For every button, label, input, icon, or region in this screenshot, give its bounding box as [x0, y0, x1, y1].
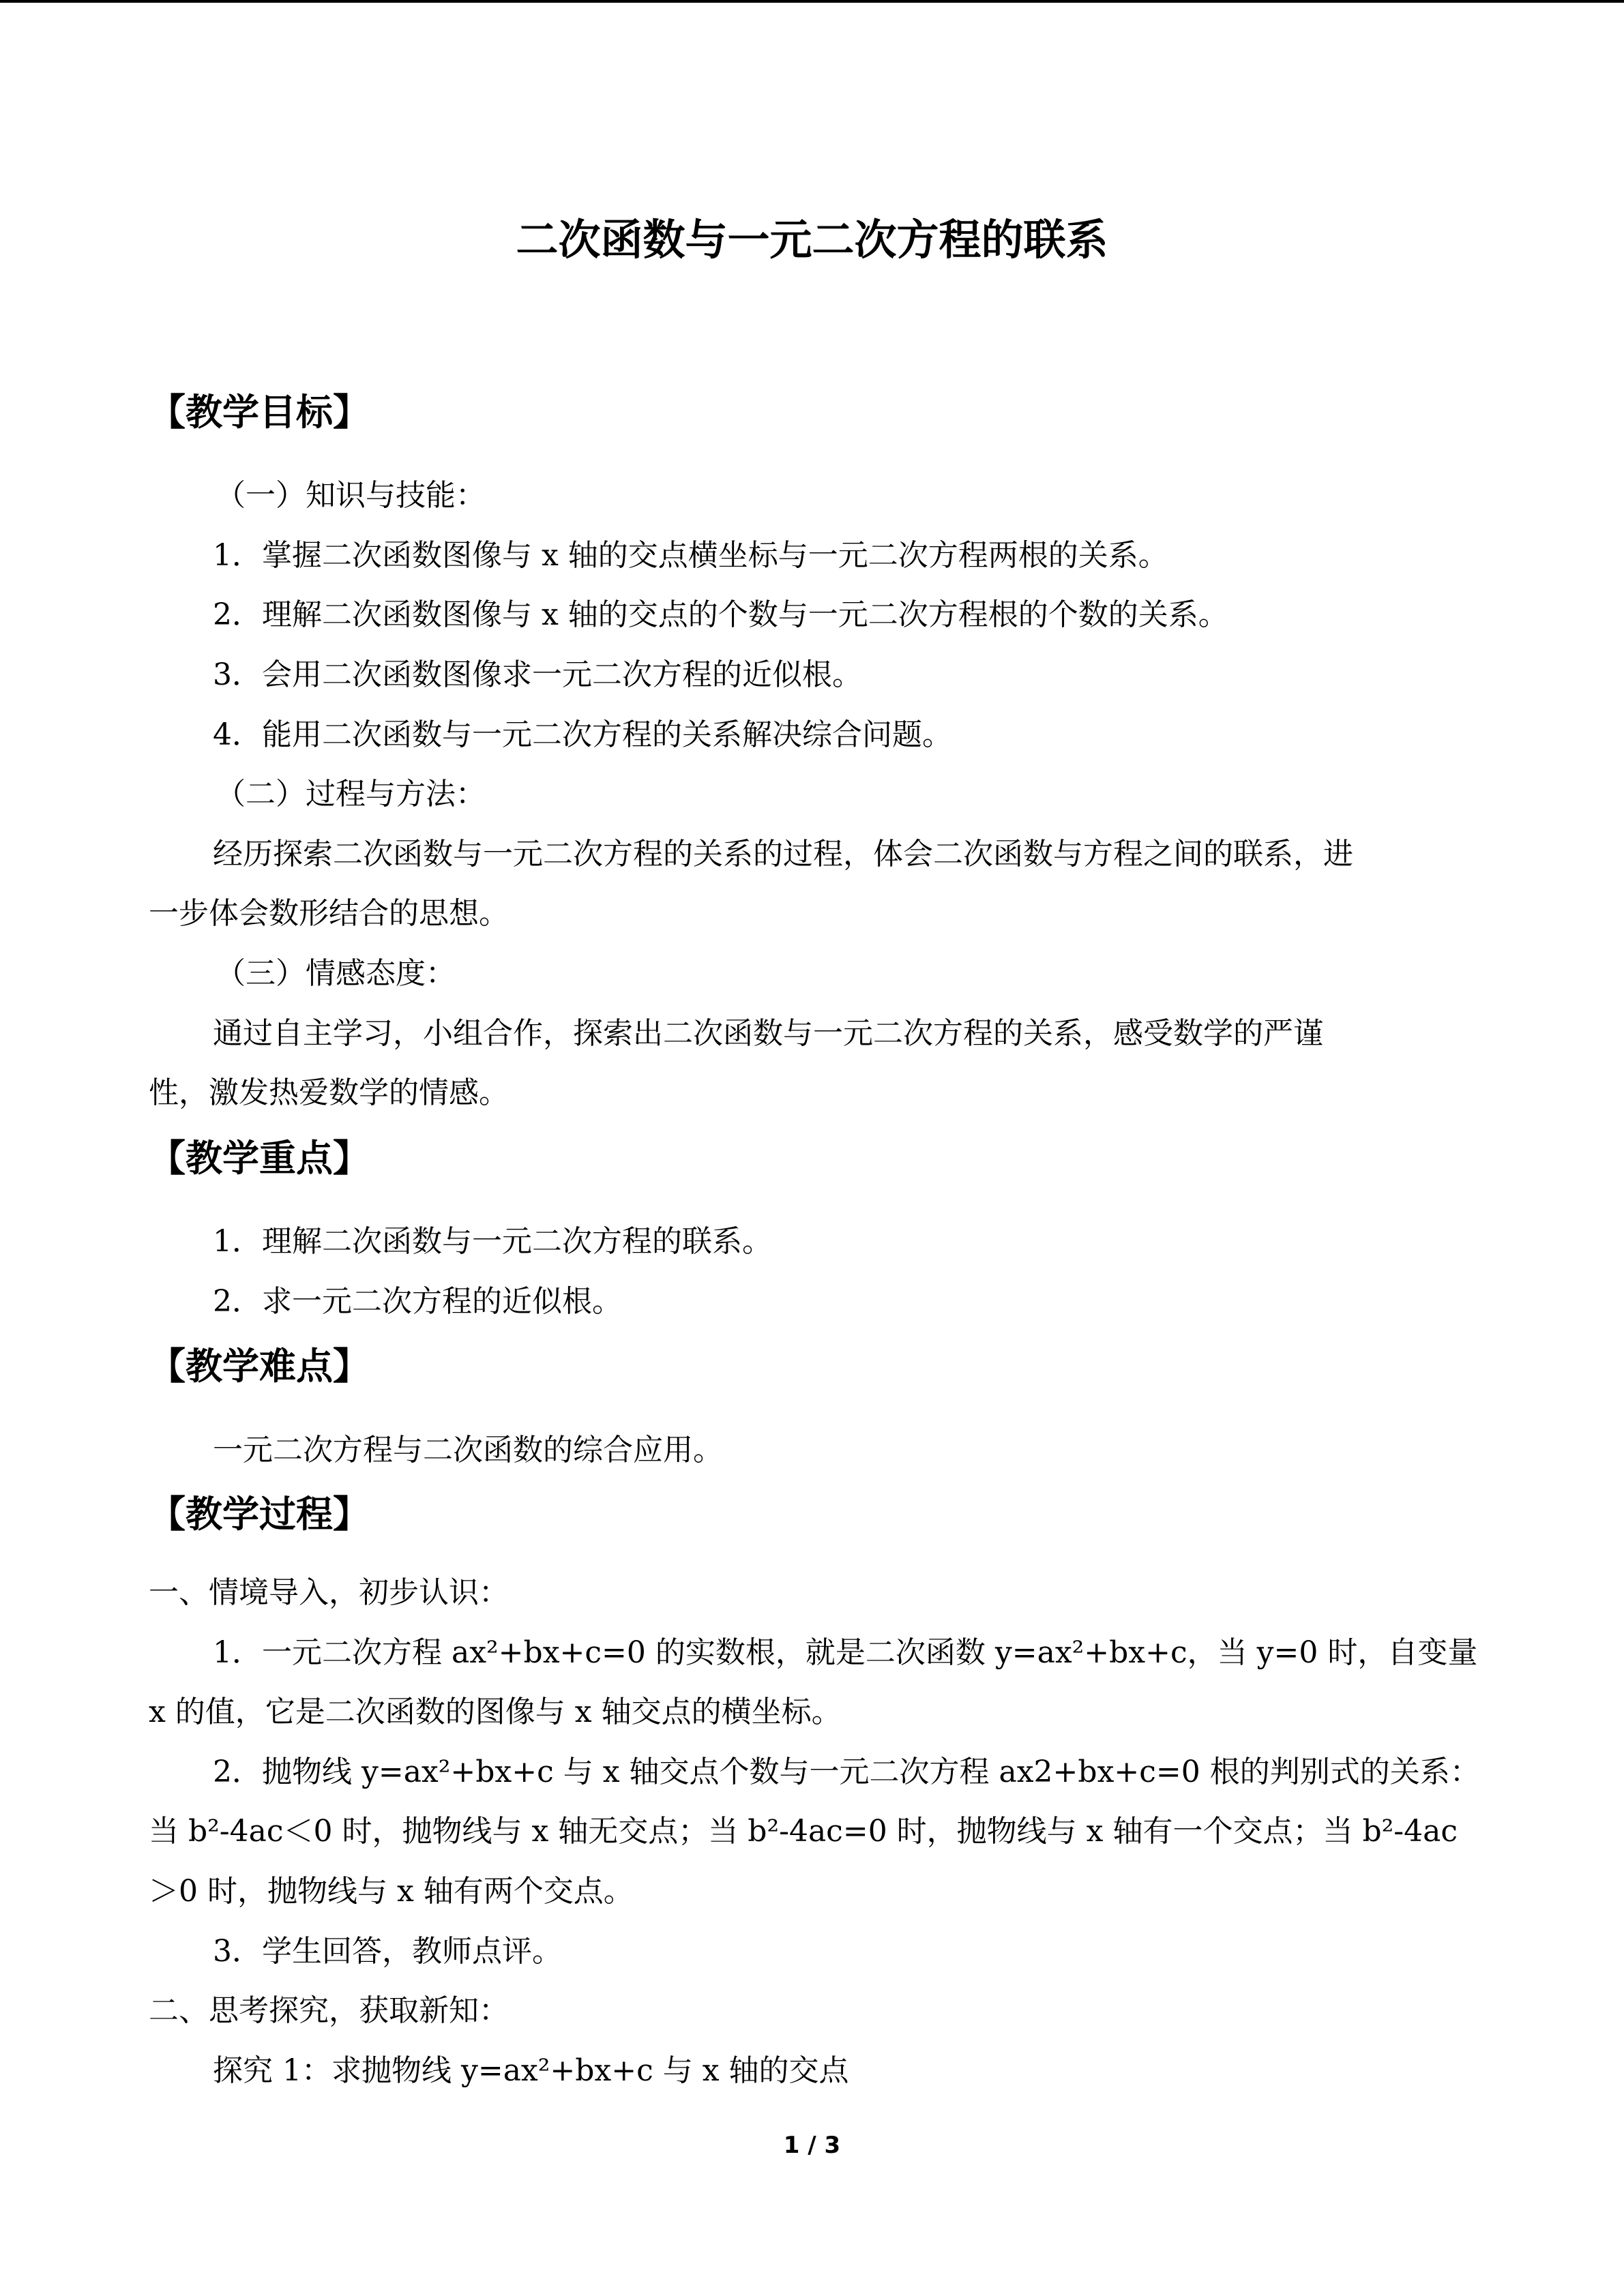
page-number: 1 / 3 — [783, 2132, 841, 2159]
process-point-1-line-1: 1．一元二次方程 ax²+bx+c=0 的实数根，就是二次函数 y=ax²+bx+c，当 y=0 时，自变量 — [213, 1635, 1478, 1670]
objectives-method-line-2: 一步体会数形结合的思想。 — [149, 896, 509, 931]
objectives-attitude-line-2: 性，激发热爱数学的情感。 — [149, 1075, 509, 1110]
process-point-3: 3．学生回答，教师点评。 — [213, 1934, 562, 1969]
objectives-sub-method: （二）过程与方法： — [216, 777, 486, 811]
process-point-1-line-2: x 的值，它是二次函数的图像与 x 轴交点的横坐标。 — [149, 1695, 842, 1729]
objectives-method-line-1: 经历探索二次函数与一元二次方程的关系的过程，体会二次函数与方程之间的联系，进 — [213, 837, 1353, 871]
process-point-2-line-1: 2．抛物线 y=ax²+bx+c 与 x 轴交点个数与一元二次方程 ax2+bx+c=0 根的判别式的关系： — [213, 1755, 1480, 1789]
process-explore-1: 探究 1：求抛物线 y=ax²+bx+c 与 x 轴的交点 — [213, 2053, 849, 2088]
objectives-sub-attitude: （三）情感态度： — [216, 956, 456, 991]
document-title: 二次函数与一元二次方程的联系 — [516, 215, 1108, 265]
process-point-2-line-2: 当 b²-4ac＜0 时，抛物线与 x 轴无交点；当 b²-4ac=0 时，抛物线与 x 轴有一个交点；当 b²-4ac — [149, 1814, 1458, 1849]
difficulty-item-1: 一元二次方程与二次函数的综合应用。 — [213, 1433, 723, 1467]
objectives-item-3: 3．会用二次函数图像求一元二次方程的近似根。 — [213, 657, 862, 692]
objectives-item-4: 4．能用二次函数与一元二次方程的关系解决综合问题。 — [213, 717, 952, 752]
page-top-border — [0, 0, 1624, 3]
section-process: 【教学过程】 — [149, 1493, 370, 1536]
section-objectives: 【教学目标】 — [149, 391, 370, 434]
process-part-2-heading: 二、思考探究，获取新知： — [149, 1993, 509, 2028]
process-point-2-line-3: ＞0 时，抛物线与 x 轴有两个交点。 — [149, 1874, 634, 1909]
process-part-1-heading: 一、情境导入，初步认识： — [149, 1575, 509, 1610]
objectives-item-2: 2．理解二次函数图像与 x 轴的交点的个数与一元二次方程根的个数的关系。 — [213, 597, 1228, 632]
key-point-item-1: 1．理解二次函数与一元二次方程的联系。 — [213, 1224, 772, 1259]
objectives-attitude-line-1: 通过自主学习，小组合作，探索出二次函数与一元二次方程的关系，感受数学的严谨 — [213, 1016, 1323, 1051]
objectives-sub-knowledge: （一）知识与技能： — [216, 478, 486, 513]
section-difficulties: 【教学难点】 — [149, 1345, 370, 1388]
key-point-item-2: 2．求一元二次方程的近似根。 — [213, 1284, 622, 1319]
section-key-points: 【教学重点】 — [149, 1137, 370, 1180]
objectives-item-1: 1．掌握二次函数图像与 x 轴的交点横坐标与一元二次方程两根的关系。 — [213, 538, 1168, 573]
